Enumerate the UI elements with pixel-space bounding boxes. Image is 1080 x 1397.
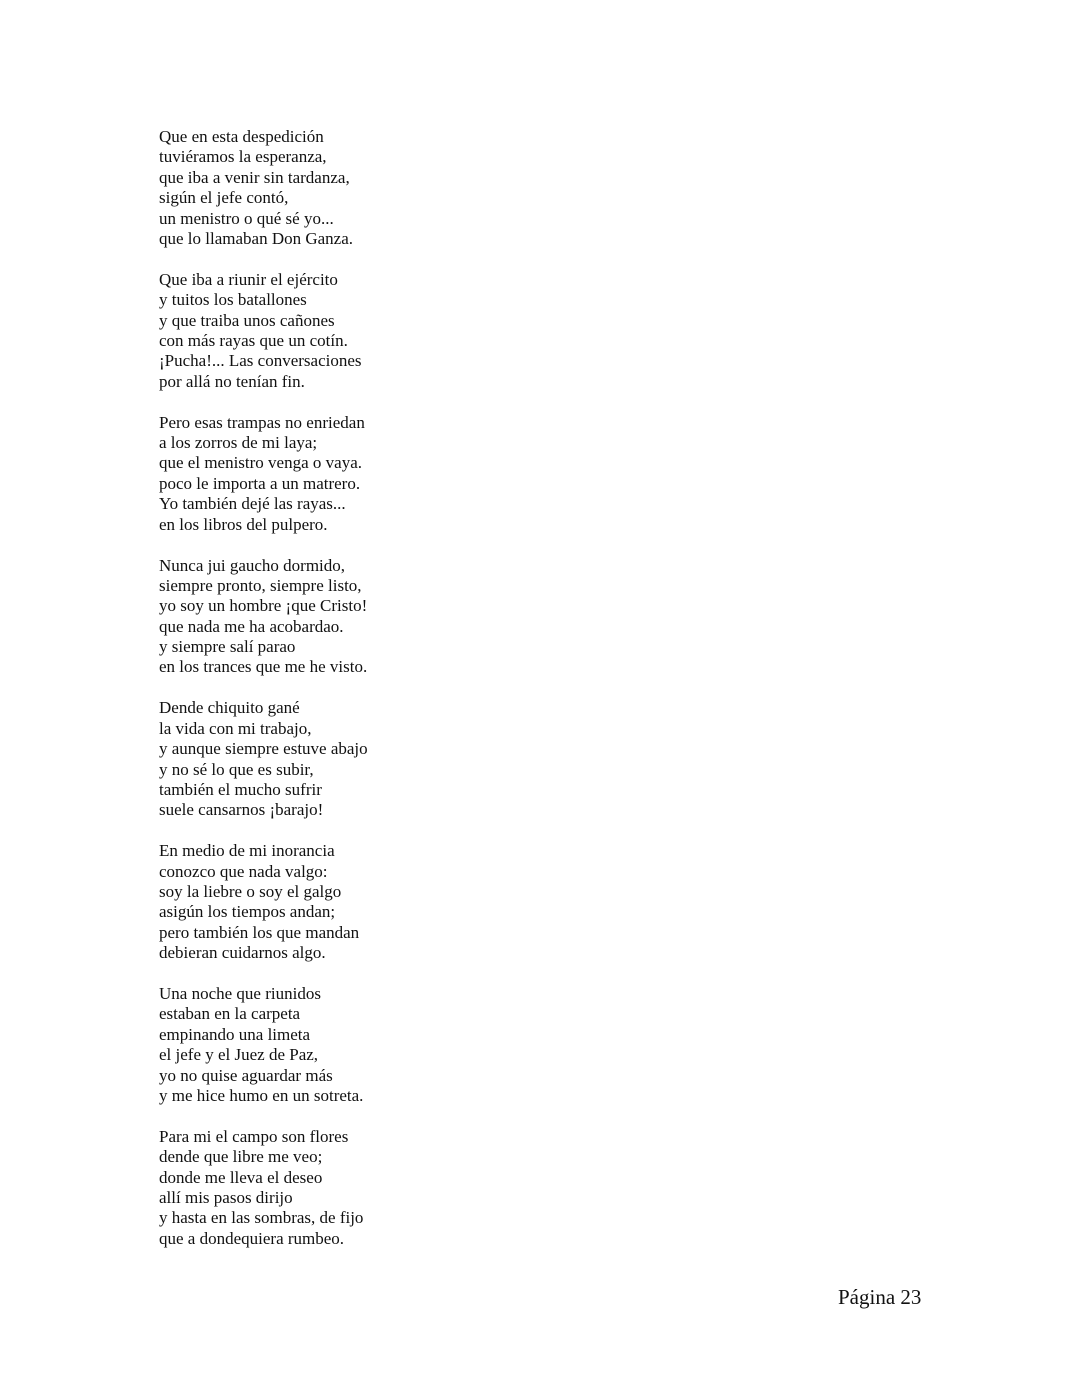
verse-line: dende que libre me veo;: [159, 1147, 323, 1167]
verse-line: suele cansarnos ¡barajo!: [159, 800, 324, 820]
verse-line: soy la liebre o soy el galgo: [159, 882, 342, 901]
verse-line: Dende chiquito gané: [159, 698, 300, 718]
verse-line: Que en esta despedición: [159, 127, 324, 146]
verse-line: en los libros del pulpero.: [159, 514, 328, 534]
verse-line: En medio de mi inorancia: [159, 841, 335, 861]
verse-line: poco le importa a un matrero.: [159, 473, 361, 493]
stanza: [159, 270, 759, 392]
stanza: [159, 556, 759, 678]
stanza: [159, 127, 759, 249]
stanza: [159, 1127, 759, 1249]
verse-line: Para mi el campo son flores: [159, 1126, 349, 1146]
stanza: [159, 841, 759, 963]
verse-line: que lo llamaban Don Ganza.: [159, 228, 354, 248]
verse-line: estaban en la carpeta: [159, 1004, 301, 1024]
verse-line: pero también los que mandan: [159, 922, 360, 942]
verse-line: y siempre salí parao: [159, 637, 296, 657]
verse-line: por allá no tenían fin.: [159, 371, 305, 391]
verse-line: asigún los tiempos andan;: [159, 902, 336, 922]
verse-line: yo no quise aguardar más: [159, 1065, 333, 1085]
verse-line: tuviéramos la esperanza,: [159, 147, 327, 167]
verse-line: y hasta en las sombras, de fijo: [159, 1208, 364, 1228]
verse-line: que el menistro venga o vaya.: [159, 453, 362, 473]
verse-line: que nada me ha acobardao.: [159, 616, 344, 636]
verse-line: y me hice humo en un sotreta.: [159, 1086, 364, 1106]
verse-line: y aunque siempre estuve abajo: [159, 739, 368, 759]
verse-line: y tuitos los batallones: [159, 290, 307, 310]
verse-line: allí mis pasos dirijo: [159, 1188, 293, 1208]
verse-line: que iba a venir sin tardanza,: [159, 167, 350, 187]
verse-line: donde me lleva el deseo: [159, 1167, 323, 1187]
verse-line: Yo también dejé las rayas...: [159, 494, 346, 514]
stanza: [159, 984, 759, 1106]
verse-line: Pero esas trampas no enriedan: [159, 412, 365, 432]
poem-body: [159, 127, 759, 1270]
verse-line: en los trances que me he visto.: [159, 657, 368, 677]
verse-line: un menistro o qué sé yo...: [159, 208, 334, 228]
verse-line: a los zorros de mi laya;: [159, 433, 318, 453]
verse-line: y no sé lo que es subir,: [159, 759, 314, 779]
verse-line: ¡Pucha!... Las conversaciones: [159, 351, 362, 371]
stanza: [159, 413, 759, 535]
verse-line: que a dondequiera rumbeo.: [159, 1228, 345, 1248]
verse-line: debieran cuidarnos algo.: [159, 943, 326, 963]
verse-line: empinando una limeta: [159, 1024, 311, 1044]
verse-line: siempre pronto, siempre listo,: [159, 575, 362, 595]
verse-line: Nunca jui gaucho dormido,: [159, 555, 346, 575]
verse-line: la vida con mi trabajo,: [159, 718, 312, 738]
verse-line: yo soy un hombre ¡que Cristo!: [159, 596, 368, 616]
verse-line: Una noche que riunidos: [159, 984, 321, 1004]
stanza: [159, 698, 759, 820]
verse-line: el jefe y el Juez de Paz,: [159, 1045, 319, 1065]
page-number: Página 23: [838, 1285, 922, 1309]
verse-line: también el mucho sufrir: [159, 779, 322, 799]
verse-line: sigún el jefe contó,: [159, 188, 289, 208]
verse-line: con más rayas que un cotín.: [159, 331, 348, 351]
verse-line: conozco que nada valgo:: [159, 861, 328, 881]
verse-line: y que traiba unos cañones: [159, 310, 335, 330]
verse-line: Que iba a riunir el ejército: [159, 269, 338, 289]
